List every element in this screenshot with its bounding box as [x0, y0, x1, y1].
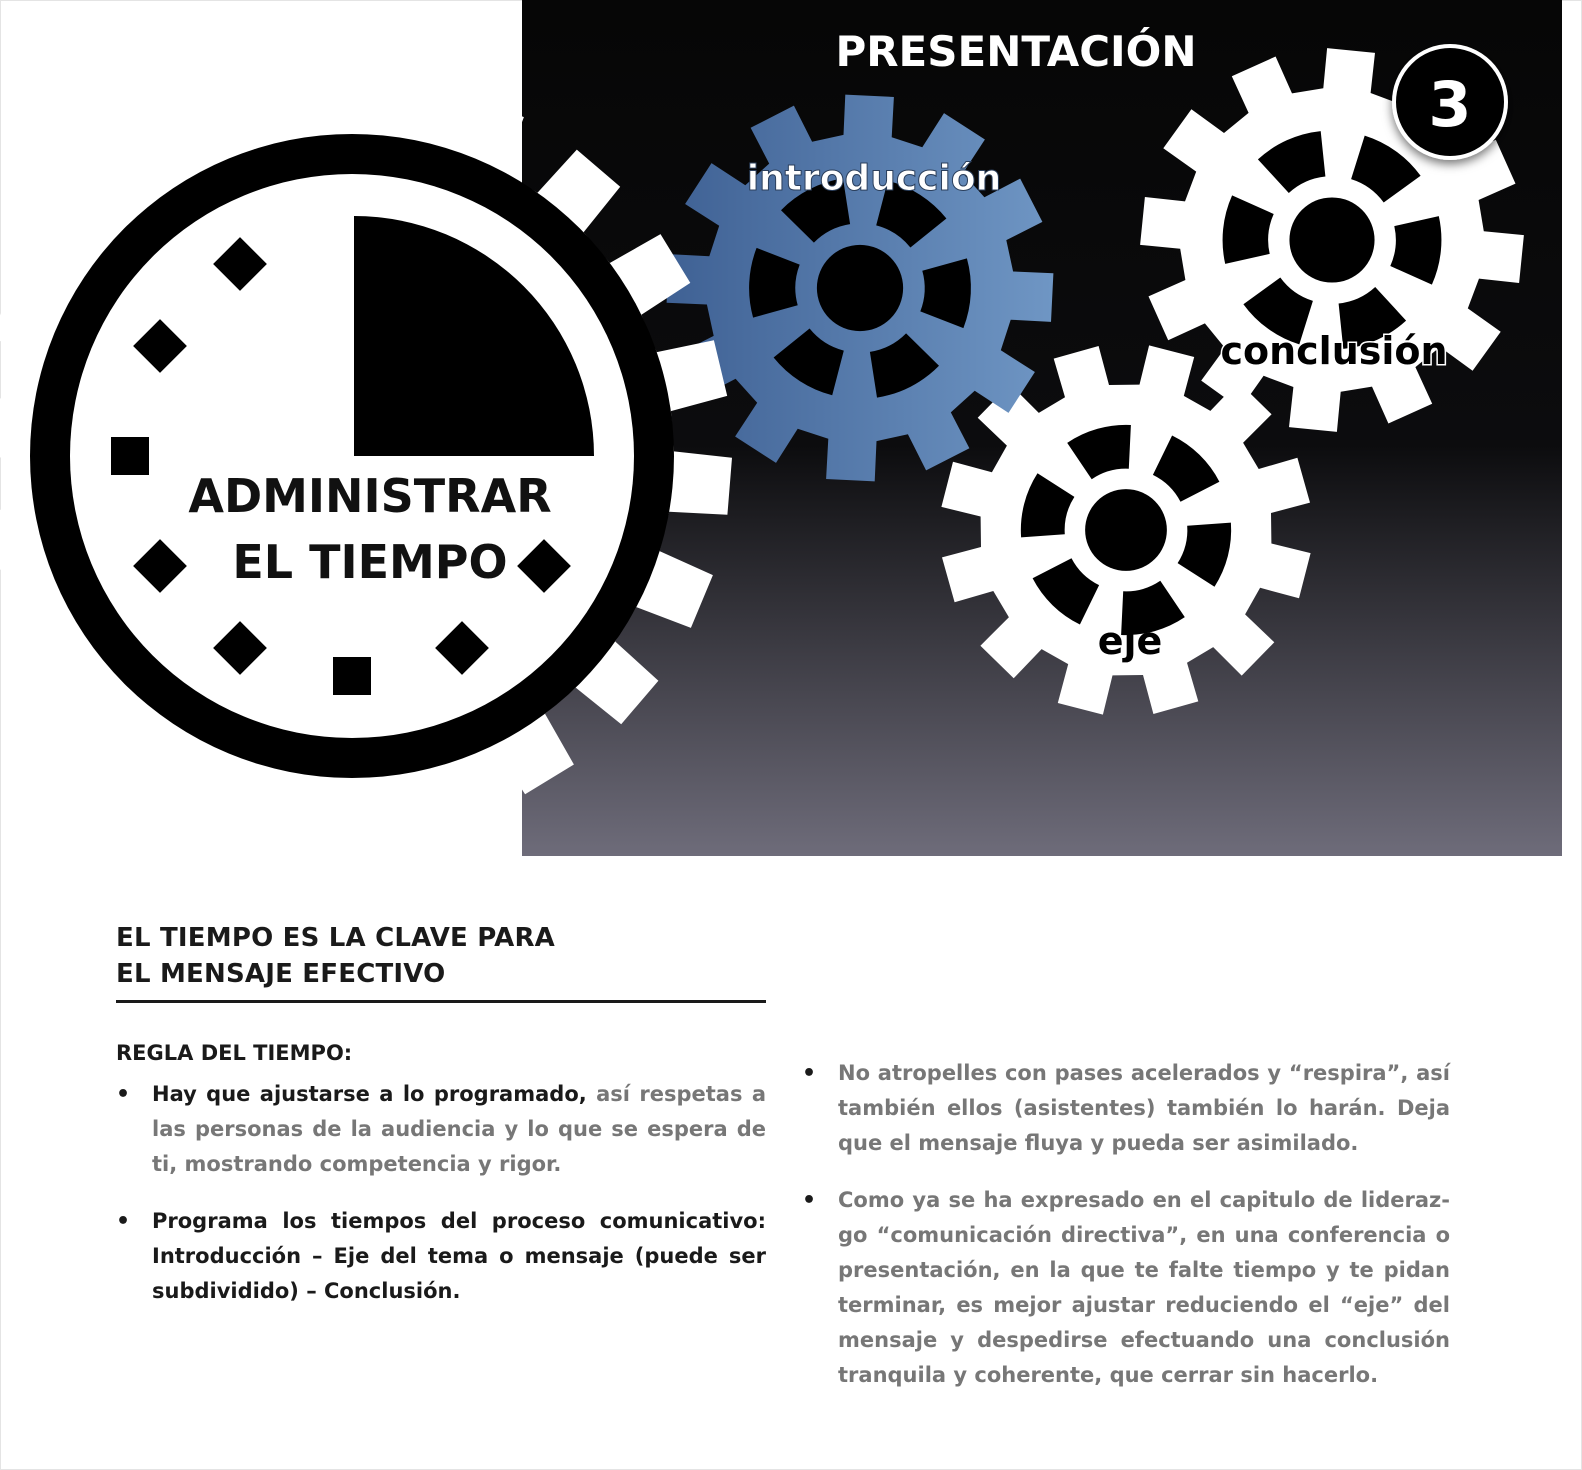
axis-gear-center-hole	[1085, 489, 1167, 571]
bullet-text: No atropelles con pases acelerados y “respira”, así también ellos (asistentes) también lo harán. Deja que el mensaje fluya y pueda ser asimilado.	[838, 1061, 1450, 1155]
bullet-dot: •	[116, 1082, 131, 1107]
list-item	[116, 1204, 766, 1309]
right-column	[802, 1056, 1450, 1415]
bullet-text-bold: Programa los tiempos del proceso comunicativo: Introducción – Eje del tema o mensaje (puede ser subdividido) – Conclusión.	[152, 1209, 766, 1303]
clock-hour-mark	[333, 657, 371, 695]
list-item	[802, 1056, 1450, 1161]
clock-title-line1: ADMINISTRAR	[188, 469, 552, 523]
bullet-text-grey: así respetas a las personas de la audiencia y lo que se espera de ti, mostrando competencia y rigor.	[152, 1082, 767, 1176]
section-heading	[116, 920, 766, 1003]
heading-line2: EL MENSAJE EFECTIVO	[116, 959, 446, 989]
left-bullet-list	[116, 1077, 766, 1309]
list-item	[116, 1077, 766, 1182]
gear-conclusion-label: conclusión	[1220, 329, 1448, 373]
gear-intro-label: introducción	[746, 158, 1002, 199]
bullet-text-bold: Hay que ajustarse a lo programado,	[152, 1082, 587, 1106]
right-bullet-list	[802, 1056, 1450, 1393]
bullet-text: Como ya se ha expresado en el capitulo de lideraz-go “comunicación directiva”, en una conferencia o presentación, en la que te falte tiempo y te pidan terminar, es mejor ajustar reduciendo el “eje” del mensaje y despedirse efectuando una conclusión tranquila y coherente, que cerrar sin hacerlo.	[838, 1188, 1450, 1387]
rule-title: REGLA DEL TIEMPO:	[116, 1041, 353, 1065]
introduction-gear-center-hole	[817, 245, 903, 331]
presentation-title: PRESENTACIÓN	[835, 27, 1197, 76]
heading-line1: EL TIEMPO ES LA CLAVE PARA	[116, 923, 555, 953]
conclusion-gear-center-hole	[1289, 197, 1374, 282]
gear-axis-label: eje	[1097, 619, 1163, 663]
bullet-dot: •	[802, 1188, 817, 1213]
list-item	[802, 1183, 1450, 1393]
bullet-dot: •	[802, 1061, 817, 1086]
left-column	[116, 920, 766, 1331]
clock-title-line2: EL TIEMPO	[232, 535, 508, 589]
step-number: 3	[1428, 68, 1472, 141]
bullet-dot: •	[116, 1209, 131, 1234]
clock-hour-mark	[111, 437, 149, 475]
